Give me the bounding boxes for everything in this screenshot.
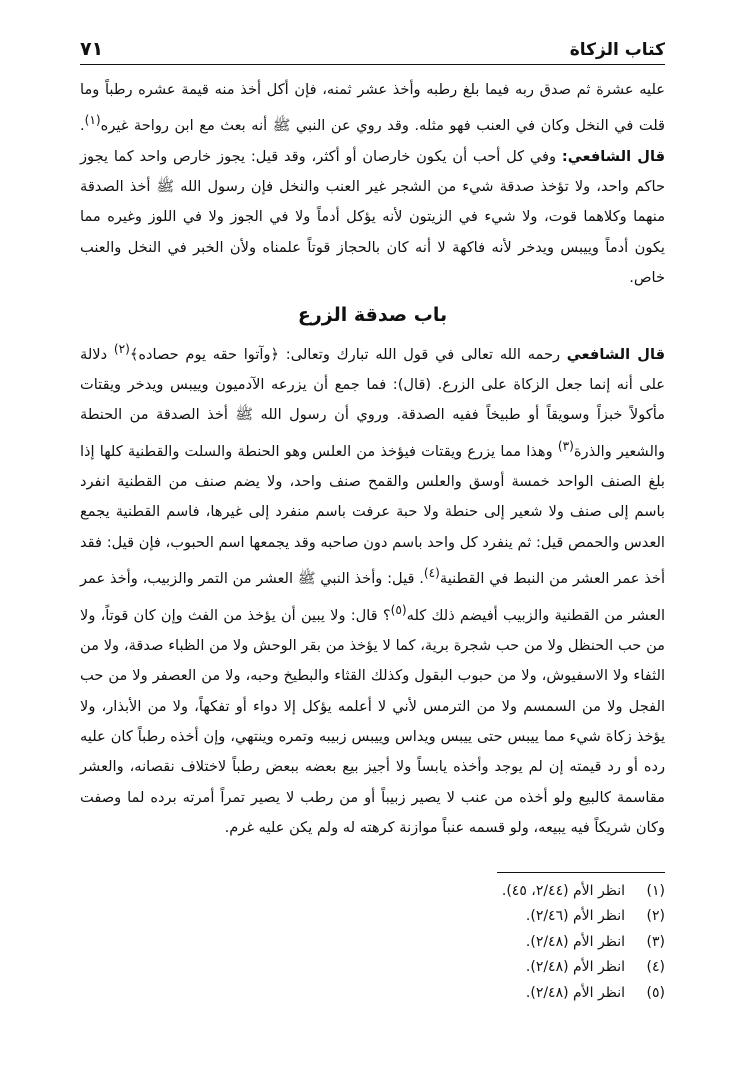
text-fragment: ؟ قال: ولا يبين أن يؤخذ من الفث وإن كان	[133, 606, 391, 624]
text-line: وأخذه يابساً ولا أجيز بيع بعضه ببعض رطباً لاختلاف نقصانه، والعشر مقاسمة كالبيع ولو	[80, 758, 665, 806]
text-fragment: حصاده﴾	[129, 345, 179, 363]
footnote-ref: (٤)	[423, 566, 440, 581]
footnote-item	[80, 879, 665, 905]
text-line: يؤكل إلا دواء أو تفكهاً، ولا من الأبذار، ولا يؤخذ زكاة شيء مما ييبس حتى ييبس	[80, 697, 665, 746]
footnote-ref: (١)	[84, 113, 101, 128]
text-line: الظباء صدقة، ولا من الثفاء ولا الاسفيوش، ولا من حبوب البقول وكذلك القثاء والبطيخ	[80, 636, 666, 685]
footnote-ref: (٥)	[390, 602, 407, 617]
footnote-item	[80, 904, 665, 930]
text-line: فيه يبيعه، ولو قسمه عنباً موازنة كرهته له ولم يكن عليه غرم.	[224, 819, 590, 837]
text-line: والقمح صنف واحد، ولا يضم صنف من القطنية انفرد باسم إلى صنف ولا شعير إلى	[80, 473, 665, 521]
footnote-number: (٤)	[646, 959, 665, 976]
footnote-text: انظر الأم (٢/٤٦).	[525, 908, 625, 925]
text-line: الآدميون وييبس ويدخر ويقتات مأكولاً خبزاً وسويقاً أو طبيخاً ففيه الصدقة. وروي أن	[80, 375, 665, 424]
text-fragment: العشر من القطنية والزبيب أفيضم ذلك كله	[406, 606, 666, 624]
text-line: وما قلت في النخل وكان في العنب فهو مثله. وقد روي عن النبي ﷺ أنه بعث مع ابن	[80, 81, 666, 135]
footnote-number: (١)	[646, 882, 665, 899]
text-fragment: دلالة على أنه إنما جعل الزكاة على الزرع. (قال): فما جمع أن يزرعه	[80, 345, 666, 393]
text-line: ثم ينفرد كل واحد باسم دون صاحبه وقد يجمعها اسم الحبوب، فإن قيل: فقد أخذ عمر	[80, 533, 665, 588]
footnote-item	[80, 981, 665, 1007]
paragraph-2	[80, 334, 665, 844]
text-line: فإن رسول الله ﷺ أخذ الصدقة منهما وكلاهما قوت، ولا شيء في الزيتون لأنه يؤكل أدماً	[80, 178, 666, 226]
paragraph-1	[80, 75, 665, 294]
footnotes	[80, 879, 665, 1007]
footnote-number: (٥)	[646, 985, 665, 1002]
section-title: باب صدقة الزرع	[297, 303, 448, 326]
text-line: العلس وهو الحنطة والسلت والقطنية كلها إذا بلغ الصنف الواحد خمسة أوسق والعلس	[80, 442, 665, 491]
footnote-ref: (٢)	[113, 341, 130, 356]
footnote-number: (٣)	[646, 933, 665, 950]
text-fragment: . قيل: وأخذ النبي ﷺ العشر من التمر والزبيب، وأخذ عمر	[80, 570, 424, 588]
text-line: ويداس وييبس زبيبه وتمره وينتهي، وإن أخذه رطباً كان عليه رده أو رد قيمته إن لم يوجد	[80, 728, 666, 776]
text-fragment: رحمه الله تعالى في قول الله تبارك وتعالى: ﴿وآتوا حقه يوم	[185, 345, 567, 363]
text-line: أخذه من عنب لا يصير زبيباً أو من رطب لا يصير تمراً أمرته برده لما وصفت وكان شريكاً	[80, 788, 665, 837]
page-header	[80, 30, 665, 65]
page-number: ٧١	[80, 38, 104, 60]
text-fragment: وهذا مما يزرع ويقتات فيؤخذ من	[356, 442, 558, 460]
footnote-item	[80, 930, 665, 956]
footnote-ref: (٣)	[557, 438, 574, 453]
text-line: رواحة غيره	[100, 117, 169, 135]
footnote-text: انظر الأم (٢/٤٨).	[525, 933, 625, 950]
text-fragment: .	[80, 117, 85, 135]
text-fragment: وفي كل أحب أن يكون خارصان أو أكثر، وقد قيل: يجوز	[217, 147, 562, 165]
footnote-item	[80, 955, 665, 981]
footnote-separator	[497, 872, 665, 873]
text-fragment: رسول الله ﷺ أخذ الصدقة من الحنطة والشعير والذرة	[80, 406, 665, 460]
footnote-number: (٢)	[646, 908, 665, 925]
chapter-title: كتاب الزكاة	[569, 40, 665, 60]
text-line: بالحجاز قوتاً علمناه ولأن الخبر في النخل والعنب خاص.	[80, 238, 665, 287]
text-fragment: العشر من النبط في القطنية	[439, 570, 610, 588]
text-line: وحبه، ولا من العصفر ولا من حب الفجل ولا من السمسم ولا من الترمس لأني لا أعلمه	[80, 667, 666, 715]
footnote-text: انظر الأم (٢/٤٤، ٤٥).	[501, 882, 625, 899]
text-line: قوتاً، ولا من حب الحنظل ولا من حب شجرة برية، كما لا يؤخذ من بقر الوحش ولا من	[80, 606, 665, 654]
text-line: ولا في الجوز ولا في اللوز وغيره مما يكون أدماً وييبس ويدخر لأنه فاكهة لا أنه كان	[80, 208, 665, 256]
speaker-label: قال الشافعي	[566, 345, 666, 363]
text-line: حنطة ولا حبة عرفت باسم منفرد إلى غيرها، فاسم القطنية يجمع العدس والحمص قيل:	[80, 503, 665, 551]
footnote-text: انظر الأم (٢/٤٨).	[525, 959, 625, 976]
text-line: عليه عشرة ثم صدق ربه فيما بلغ رطبه وأخذ عشر ثمنه، فإن أكل أخذ منه قيمة عشره رطباً	[104, 81, 665, 98]
text-line: خارص واحد كما يجوز حاكم واحد، ولا تؤخذ صدقة شيء من الشجر غير العنب والنخل	[80, 147, 665, 196]
main-text	[80, 75, 665, 844]
footnote-text: انظر الأم (٢/٤٨).	[525, 985, 625, 1002]
speaker-label: قال الشافعي:	[561, 147, 666, 165]
